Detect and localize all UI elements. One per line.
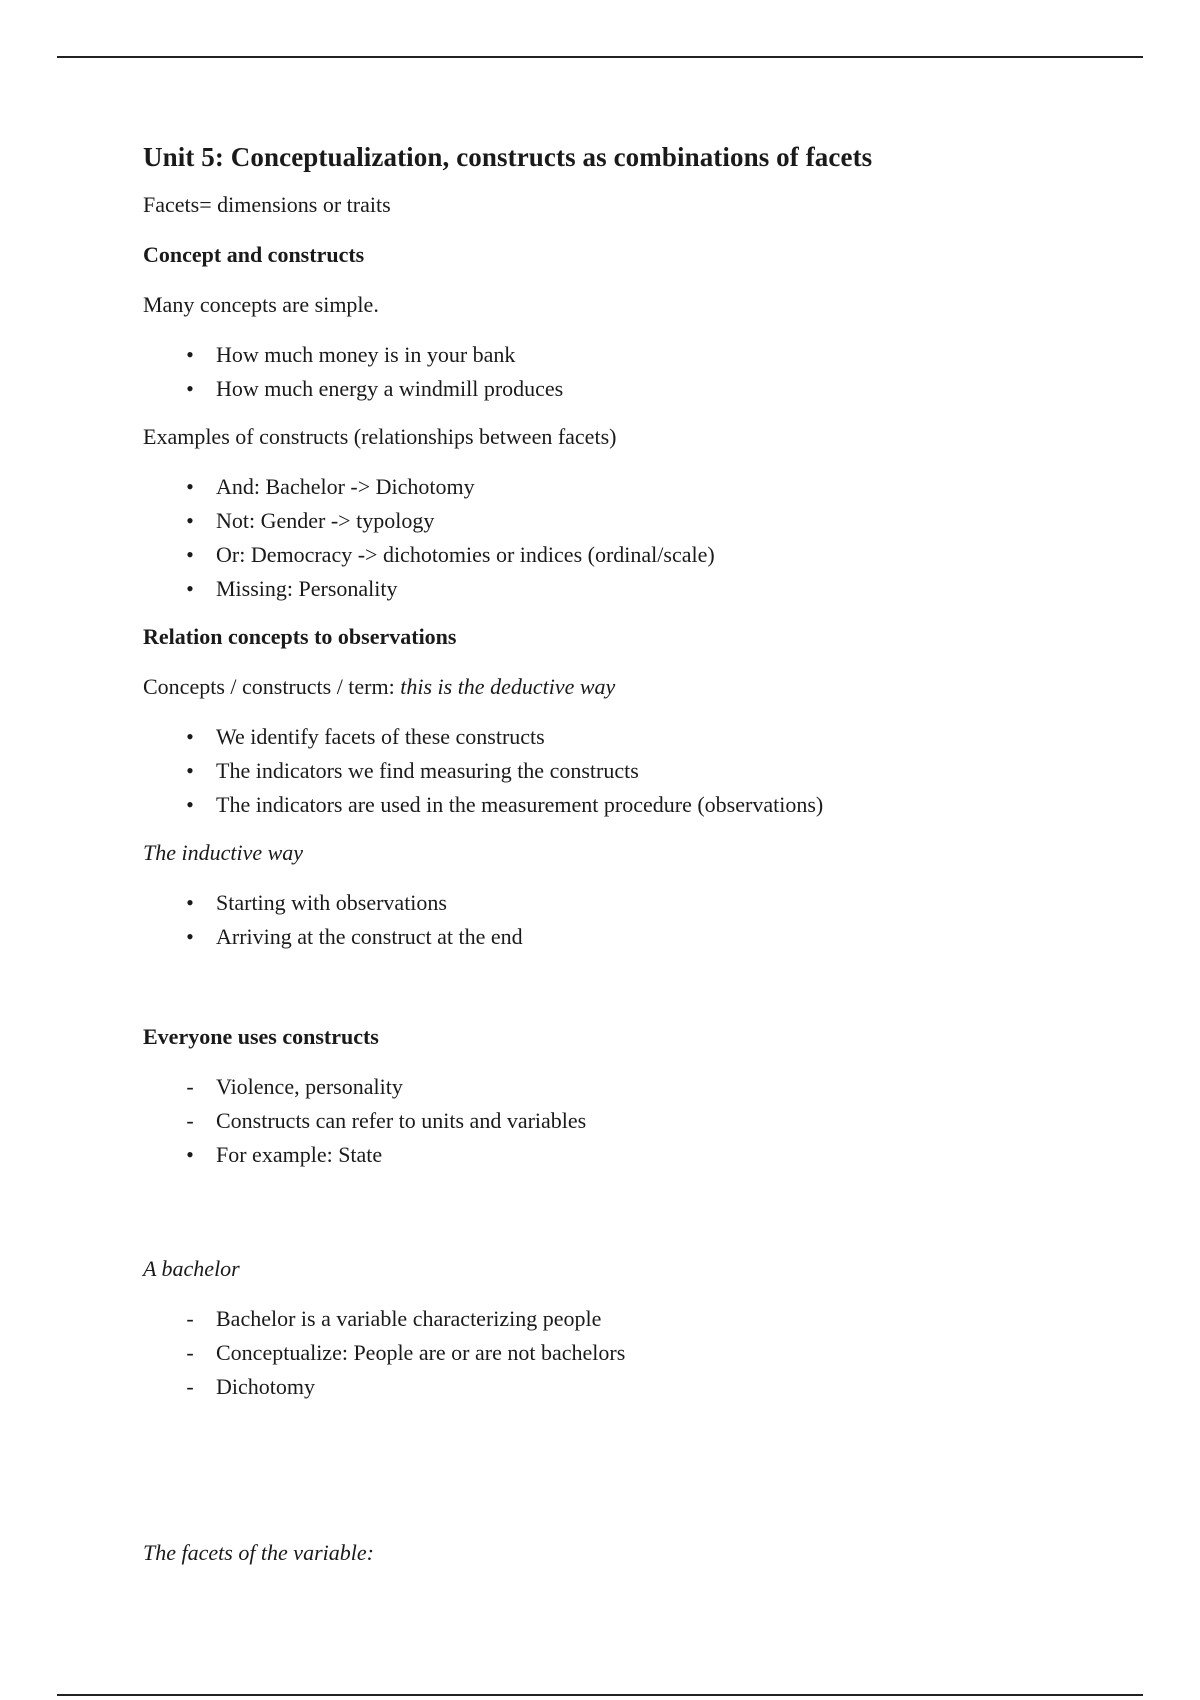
- spacer: [143, 971, 1103, 1023]
- inductive-text: The inductive way: [143, 840, 304, 865]
- facets-of-variable: The facets of the variable:: [143, 1540, 374, 1565]
- bullet-icon: •: [186, 1142, 194, 1167]
- bullet-icon: •: [186, 542, 194, 567]
- top-rule: [57, 56, 1143, 58]
- bullet-icon: •: [186, 576, 194, 601]
- list-item: • And: Bachelor -> Dichotomy: [143, 473, 1103, 501]
- list-item: - Violence, personality: [143, 1073, 1103, 1101]
- heading-everyone-constructs: Everyone uses constructs: [143, 1024, 379, 1049]
- heading-relation-observations: Relation concepts to observations: [143, 624, 457, 649]
- simple-concepts-list: [143, 341, 1103, 403]
- bullet-icon: •: [186, 508, 194, 533]
- dash-icon: -: [186, 1340, 194, 1365]
- deductive-list: [143, 723, 1103, 819]
- bachelor-list: [143, 1305, 1103, 1401]
- list-item: • Or: Democracy -> dichotomies or indices (ordinal/scale): [143, 541, 1103, 569]
- heading-concept-constructs: Concept and constructs: [143, 242, 365, 267]
- bullet-icon: •: [186, 924, 194, 949]
- everyone-list: [143, 1073, 1103, 1169]
- examples-list: [143, 473, 1103, 603]
- dash-icon: -: [186, 1374, 194, 1399]
- list-item: - Bachelor is a variable characterizing people: [143, 1305, 1103, 1333]
- list-item: • Arriving at the construct at the end: [143, 923, 1103, 951]
- bachelor-heading: A bachelor: [143, 1256, 240, 1281]
- dash-icon: -: [186, 1306, 194, 1331]
- document-body: [143, 142, 1103, 1589]
- bullet-icon: •: [186, 724, 194, 749]
- list-item: • The indicators we find measuring the constructs: [143, 757, 1103, 785]
- bullet-icon: •: [186, 376, 194, 401]
- list-item: - Conceptualize: People are or are not bachelors: [143, 1339, 1103, 1367]
- inductive-list: [143, 889, 1103, 951]
- list-item: - Dichotomy: [143, 1373, 1103, 1401]
- bullet-icon: •: [186, 792, 194, 817]
- list-item: • Not: Gender -> typology: [143, 507, 1103, 535]
- list-item: • For example: State: [143, 1141, 1103, 1169]
- bullet-icon: •: [186, 890, 194, 915]
- list-item: • How much money is in your bank: [143, 341, 1103, 369]
- spacer: [143, 1189, 1103, 1255]
- bottom-rule: [57, 1694, 1143, 1696]
- dash-icon: -: [186, 1074, 194, 1099]
- bullet-icon: •: [186, 342, 194, 367]
- list-item: • Starting with observations: [143, 889, 1103, 917]
- dash-icon: -: [186, 1108, 194, 1133]
- examples-text: Examples of constructs (relationships between facets): [143, 424, 617, 449]
- list-item: - Constructs can refer to units and variables: [143, 1107, 1103, 1135]
- page-title: Unit 5: Conceptualization, constructs as combinations of facets: [143, 142, 873, 172]
- simple-concepts-text: Many concepts are simple.: [143, 292, 379, 317]
- facets-definition: Facets= dimensions or traits: [143, 192, 391, 217]
- spacer: [143, 1421, 1103, 1539]
- list-item: • How much energy a windmill produces: [143, 375, 1103, 403]
- list-item: • Missing: Personality: [143, 575, 1103, 603]
- bullet-icon: •: [186, 474, 194, 499]
- deductive-text: Concepts / constructs / term: this is the deductive way: [143, 674, 616, 699]
- bullet-icon: •: [186, 758, 194, 783]
- list-item: • The indicators are used in the measurement procedure (observations): [143, 791, 1103, 819]
- list-item: • We identify facets of these constructs: [143, 723, 1103, 751]
